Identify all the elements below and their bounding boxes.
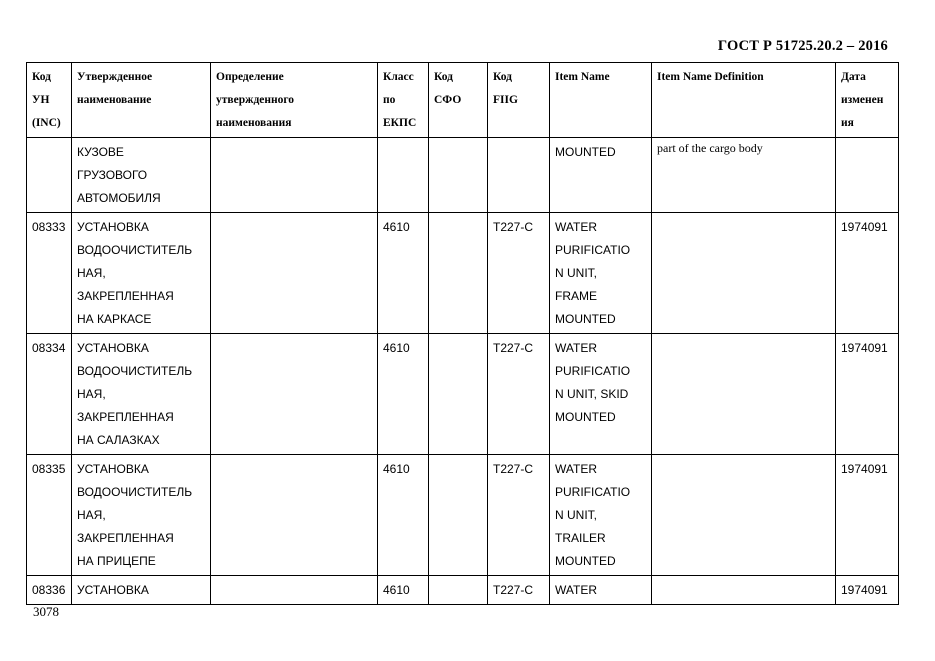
- classification-table: [26, 62, 899, 605]
- cell-item-name-definition: [652, 213, 836, 334]
- header-item-name-definition: Item Name Definition: [652, 63, 836, 138]
- header-item-name: Item Name: [550, 63, 652, 138]
- cell-sfo-code: [429, 455, 488, 576]
- cell-fiig-code: [488, 138, 550, 213]
- cell-item-name-definition: [652, 334, 836, 455]
- table-header-row: [27, 63, 899, 138]
- cell-item-name: WATER PURIFICATIO N UNIT, FRAME MOUNTED: [550, 213, 652, 334]
- cell-sfo-code: [429, 334, 488, 455]
- table-row: [27, 138, 899, 213]
- cell-approved-name: УСТАНОВКА ВОДООЧИСТИТЕЛЬ НАЯ, ЗАКРЕПЛЕННАЯ НА САЛАЗКАХ: [72, 334, 211, 455]
- cell-item-name-definition: part of the cargo body: [652, 138, 836, 213]
- cell-sfo-code: [429, 213, 488, 334]
- cell-item-name-definition: [652, 576, 836, 605]
- cell-sfo-code: [429, 138, 488, 213]
- table-row: [27, 576, 899, 605]
- header-inc-code: Код УН (INC): [27, 63, 72, 138]
- cell-approved-name: УСТАНОВКА: [72, 576, 211, 605]
- cell-name-definition: [211, 334, 378, 455]
- cell-approved-name: КУЗОВЕ ГРУЗОВОГО АВТОМОБИЛЯ: [72, 138, 211, 213]
- cell-item-name: WATER PURIFICATIO N UNIT, SKID MOUNTED: [550, 334, 652, 455]
- cell-change-date: 1974091: [836, 213, 899, 334]
- table-row: [27, 213, 899, 334]
- header-fiig-code: Код FIIG: [488, 63, 550, 138]
- cell-ekps-class: [378, 138, 429, 213]
- cell-inc-code: 08335: [27, 455, 72, 576]
- cell-change-date: 1974091: [836, 334, 899, 455]
- cell-change-date: [836, 138, 899, 213]
- cell-inc-code: 08333: [27, 213, 72, 334]
- cell-fiig-code: T227-C: [488, 334, 550, 455]
- cell-ekps-class: 4610: [378, 213, 429, 334]
- cell-change-date: 1974091: [836, 455, 899, 576]
- header-ekps-class: Класс по ЕКПС: [378, 63, 429, 138]
- cell-item-name: WATER: [550, 576, 652, 605]
- page-number: 3078: [33, 604, 59, 619]
- cell-name-definition: [211, 138, 378, 213]
- cell-sfo-code: [429, 576, 488, 605]
- cell-fiig-code: T227-C: [488, 455, 550, 576]
- table-row: [27, 334, 899, 455]
- cell-ekps-class: 4610: [378, 334, 429, 455]
- cell-item-name: MOUNTED: [550, 138, 652, 213]
- cell-fiig-code: T227-C: [488, 213, 550, 334]
- cell-change-date: 1974091: [836, 576, 899, 605]
- cell-name-definition: [211, 576, 378, 605]
- cell-approved-name: УСТАНОВКА ВОДООЧИСТИТЕЛЬ НАЯ, ЗАКРЕПЛЕННАЯ НА КАРКАСЕ: [72, 213, 211, 334]
- cell-inc-code: 08336: [27, 576, 72, 605]
- cell-inc-code: 08334: [27, 334, 72, 455]
- cell-inc-code: [27, 138, 72, 213]
- cell-approved-name: УСТАНОВКА ВОДООЧИСТИТЕЛЬ НАЯ, ЗАКРЕПЛЕННАЯ НА ПРИЦЕПЕ: [72, 455, 211, 576]
- header-approved-name: Утвержденное наименование: [72, 63, 211, 138]
- table-row: [27, 455, 899, 576]
- cell-item-name: WATER PURIFICATIO N UNIT, TRAILER MOUNTED: [550, 455, 652, 576]
- header-name-definition: Определение утвержденного наименования: [211, 63, 378, 138]
- cell-fiig-code: T227-C: [488, 576, 550, 605]
- cell-name-definition: [211, 213, 378, 334]
- cell-ekps-class: 4610: [378, 576, 429, 605]
- document-header: ГОСТ Р 51725.20.2 – 2016: [717, 38, 888, 54]
- header-sfo-code: Код СФО: [429, 63, 488, 138]
- cell-ekps-class: 4610: [378, 455, 429, 576]
- header-change-date: Дата изменен ия: [836, 63, 899, 138]
- cell-item-name-definition: [652, 455, 836, 576]
- cell-name-definition: [211, 455, 378, 576]
